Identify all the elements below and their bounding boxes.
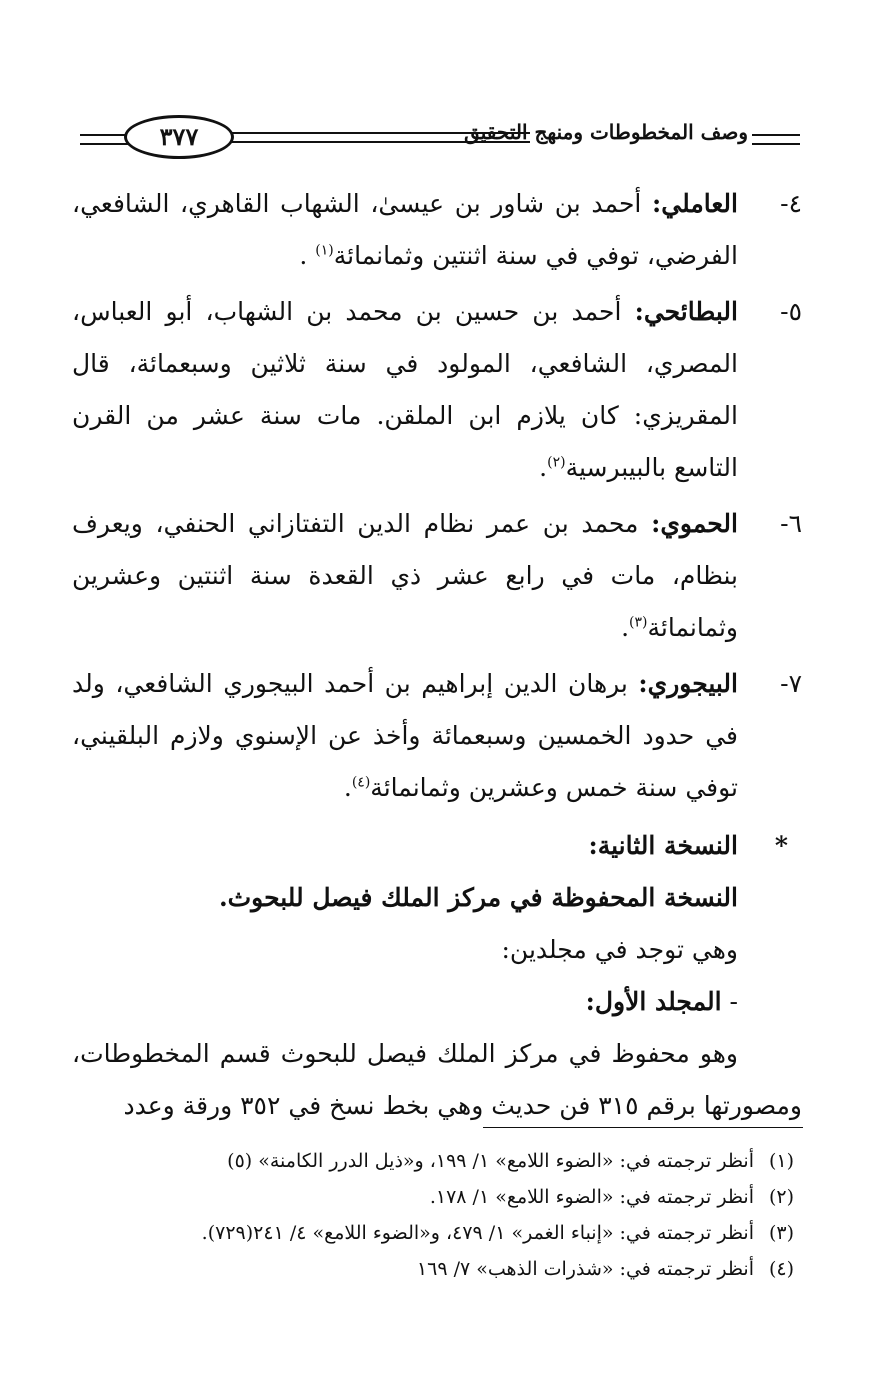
footnote-marker[interactable]: (٢) <box>547 454 566 471</box>
entry-number: ٤- <box>780 189 802 218</box>
footnote-divider <box>483 1127 803 1128</box>
volume-dash: - <box>721 987 738 1016</box>
footnote-marker[interactable]: (٣) <box>629 614 648 631</box>
footnote-1 <box>72 1143 802 1179</box>
entry-text: برهان الدين إبراهيم بن أحمد البيجوري الشافعي، ولد في حدود الخمسين وسبعمائة وأخذ عن الإسنوي ولازم البلقيني، توفي سنة خمس وعشرين وثمانمائة <box>72 669 738 802</box>
entry-text: أحمد بن شاور بن عيسىٰ، الشهاب القاهري، الشافعي، الفرضي، توفي في سنة اثنتين وثمانمائة <box>72 189 738 270</box>
entry-6 <box>72 498 802 654</box>
page-number: ٣٧٧ <box>124 115 234 159</box>
entry-number: ٥- <box>780 297 802 326</box>
entry-4 <box>72 178 802 282</box>
entry-7 <box>72 658 802 814</box>
body-text <box>72 178 802 1132</box>
section-title: النسخة الثانية: <box>588 831 738 860</box>
entry-name: الحموي: <box>651 509 738 538</box>
entry-name: البطائحي: <box>634 297 738 326</box>
entry-5 <box>72 286 802 494</box>
entry-text: أحمد بن حسين بن محمد بن الشهاب، أبو العباس، المصري، الشافعي، المولود في سنة ثلاثين وسبعمائة، قال المقريزي: كان يلازم ابن الملقن. مات سنة عشر من القرن التاسع بالبيبرسية <box>72 297 738 482</box>
footnote-number: (٤) <box>768 1258 794 1280</box>
page-header <box>80 112 800 162</box>
footnote-number: (٣) <box>768 1222 794 1244</box>
entry-number: ٦- <box>780 509 802 538</box>
entry-number: ٧- <box>780 669 802 698</box>
footnote-text: أنظر ترجمته في: «الضوء اللامع» ١/ ١٩٩، و«ذيل الدرر الكامنة» (٥) <box>227 1150 754 1172</box>
entry-text: محمد بن عمر نظام الدين التفتازاني الحنفي، ويعرف بنظام، مات في رابع عشر ذي القعدة سنة اثنتين وعشرين وثمانمائة <box>72 509 738 642</box>
section-star: * <box>774 831 788 860</box>
footnotes <box>72 1143 802 1287</box>
header-rule-right <box>752 134 800 145</box>
section-subtitle: النسخة المحفوظة في مركز الملك فيصل للبحوث. <box>218 883 738 912</box>
entry-name: البيجوري: <box>638 669 738 698</box>
running-head: وصف المخطوطات ومنهج التحقيق <box>464 120 748 144</box>
footnote-text: أنظر ترجمته في: «الضوء اللامع» ١/ ١٧٨. <box>429 1186 754 1208</box>
volume-title: المجلد الأول: <box>585 987 722 1016</box>
entry-tail: . <box>343 773 352 802</box>
header-rule-left <box>80 134 128 145</box>
footnote-text: أنظر ترجمته في: «إنباء الغمر» ١/ ٤٧٩، و«الضوء اللامع» ٤/ ٢٤١(٧٢٩). <box>201 1222 754 1244</box>
volume-heading <box>72 976 802 1028</box>
footnote-3 <box>72 1215 802 1251</box>
footnote-number: (٢) <box>768 1186 794 1208</box>
footnote-4 <box>72 1251 802 1287</box>
entry-tail: . <box>621 613 630 642</box>
section-line: وهي توجد في مجلدين: <box>501 935 738 964</box>
section-heading <box>72 820 802 872</box>
footnote-2 <box>72 1179 802 1215</box>
footnote-marker[interactable]: (٤) <box>351 774 371 791</box>
footnote-number: (١) <box>768 1150 794 1172</box>
entry-tail: . <box>539 453 548 482</box>
volume-description: وهو محفوظ في مركز الملك فيصل للبحوث قسم المخطوطات، ومصورتها برقم ٣١٥ فن حديث وهي بخط نسخ في ٣٥٢ ورقة وعدد <box>72 1039 802 1120</box>
entry-tail: . <box>299 241 316 270</box>
footnote-text: أنظر ترجمته في: «شذرات الذهب» ٧/ ١٦٩ <box>416 1258 754 1280</box>
footnote-marker[interactable]: (١) <box>315 242 334 259</box>
entry-name: العاملي: <box>652 189 738 218</box>
